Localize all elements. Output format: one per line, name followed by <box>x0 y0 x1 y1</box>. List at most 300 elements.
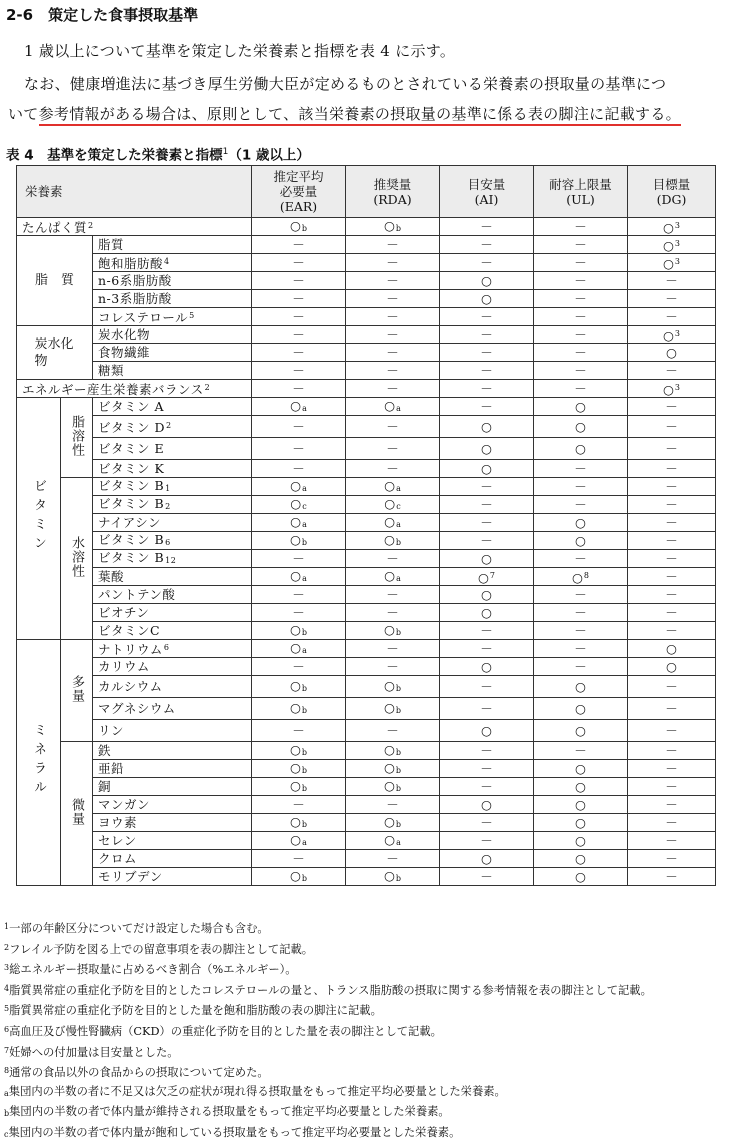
cell-ul <box>534 586 628 604</box>
cell-rda <box>346 778 440 796</box>
indicator-mark: － <box>386 291 399 306</box>
cell-ai <box>440 478 534 496</box>
indicator-mark: － <box>574 381 587 396</box>
indicator-subscript: a <box>302 573 307 583</box>
cell-ai <box>440 326 534 344</box>
footnote-mark: 8 <box>4 1066 10 1076</box>
indicator-mark: ○ <box>290 831 302 847</box>
cell-dg <box>628 676 716 698</box>
cell-rda <box>346 568 440 586</box>
indicator-subscript: a <box>302 403 307 413</box>
indicator-mark: ○ <box>384 567 396 583</box>
indicator-mark: － <box>292 797 305 812</box>
nutrient-name: パントテン酸 <box>93 586 252 604</box>
cell-ul <box>534 568 628 586</box>
cell-ai <box>440 814 534 832</box>
indicator-mark: ○ <box>662 382 674 397</box>
cell-ear <box>252 380 346 398</box>
indicator-subscript: b <box>395 223 402 233</box>
cell-dg <box>628 796 716 814</box>
cell-ear <box>252 814 346 832</box>
indicator-mark: ○ <box>384 397 396 413</box>
cell-rda <box>346 478 440 496</box>
nutrient-name: n-3系脂肪酸 <box>93 290 252 308</box>
footnote-text: 一部の年齢区分についてだけ設定した場合も含む。 <box>9 922 269 935</box>
nutrient-name: ビタミンC <box>93 622 252 640</box>
cell-ai <box>440 362 534 380</box>
table-row <box>17 326 716 344</box>
indicator-mark: － <box>665 533 678 548</box>
indicator-mark: ○ <box>481 587 492 602</box>
cell-ai <box>440 640 534 658</box>
nutrient-name: ビオチン <box>93 604 252 622</box>
indicator-mark: ○ <box>289 759 301 775</box>
cell-ai <box>440 778 534 796</box>
indicator-subscript: a <box>302 837 307 847</box>
table-row <box>17 640 716 658</box>
indicator-mark: ○ <box>481 605 492 620</box>
cell-dg <box>628 720 716 742</box>
indicator-subscript: a <box>302 519 307 529</box>
indicator-mark: － <box>574 605 587 620</box>
table-row <box>17 720 716 742</box>
cell-rda <box>346 362 440 380</box>
indicator-mark: ○ <box>290 477 302 493</box>
cell-ai <box>440 832 534 850</box>
indicator-mark: － <box>480 869 493 884</box>
indicator-mark: － <box>292 851 305 866</box>
indicator-subscript: a <box>396 403 401 413</box>
indicator-mark: ○ <box>575 797 586 812</box>
cell-dg <box>628 550 716 568</box>
header-ai: 目安量 (AI) <box>440 166 534 218</box>
indicator-mark: ○ <box>481 461 492 476</box>
nutrient-name: ビタミン B6 <box>93 532 252 550</box>
indicator-mark: ○ <box>481 291 492 306</box>
indicator-superscript: 3 <box>674 221 680 230</box>
footnote-text: 妊婦への付加量は目安量とした。 <box>9 1045 179 1059</box>
indicator-mark: － <box>292 587 305 602</box>
nutrient-name: ナトリウム$^6$ <box>93 640 252 658</box>
footnote <box>4 1062 744 1083</box>
indicator-mark: ○ <box>289 677 301 693</box>
indicator-mark: － <box>665 363 678 378</box>
table-row <box>17 568 716 586</box>
indicator-mark: － <box>665 779 678 794</box>
cell-ul <box>534 760 628 778</box>
indicator-subscript: b <box>301 537 308 547</box>
indicator-mark: － <box>574 309 587 324</box>
section-heading <box>6 4 198 26</box>
indicator-mark: － <box>665 761 678 776</box>
table-row <box>17 658 716 676</box>
paragraph-2-plain: いて <box>8 105 39 123</box>
indicator-subscript: b <box>395 783 402 793</box>
indicator-mark: ○ <box>481 797 492 812</box>
footnote-mark: 7 <box>4 1045 10 1055</box>
indicator-mark: － <box>480 623 493 638</box>
indicator-mark: ○ <box>662 238 674 253</box>
cell-ai <box>440 850 534 868</box>
nutrient-name: ビタミン A <box>93 398 252 416</box>
nutrient-name: ビタミン $D^2$ <box>93 416 252 438</box>
cell-ai <box>440 658 534 676</box>
indicator-mark: ○ <box>383 677 395 693</box>
indicator-mark: － <box>386 441 399 456</box>
cell-dg <box>628 760 716 778</box>
indicator-mark: ○ <box>384 513 396 529</box>
cell-ear <box>252 290 346 308</box>
cell-ul <box>534 326 628 344</box>
indicator-mark: ○ <box>662 256 674 271</box>
cell-ai <box>440 438 534 460</box>
cell-dg <box>628 236 716 254</box>
nutrient-name: クロム <box>93 850 252 868</box>
nutrient-name: 葉酸 <box>93 568 252 586</box>
table-row <box>17 460 716 478</box>
cell-dg <box>628 254 716 272</box>
indicator-mark: ○ <box>662 328 674 343</box>
nutrient-name: マンガン <box>93 796 252 814</box>
indicator-subscript: b <box>301 765 308 775</box>
indicator-mark: ○ <box>575 679 586 694</box>
table-row <box>17 236 716 254</box>
indicator-mark: ○ <box>383 699 395 715</box>
indicator-mark: － <box>665 679 678 694</box>
table-row <box>17 254 716 272</box>
footnote-mark: c <box>4 1129 9 1139</box>
footnote <box>4 959 744 980</box>
cell-ai <box>440 460 534 478</box>
indicator-superscript: 3 <box>674 329 680 338</box>
cell-dg <box>628 380 716 398</box>
indicator-mark: ○ <box>477 570 489 585</box>
indicator-mark: － <box>665 743 678 758</box>
indicator-mark: ○ <box>384 831 396 847</box>
footnote-mark: 1 <box>4 922 10 931</box>
indicator-mark: － <box>386 659 399 674</box>
footnote-mark: 4 <box>4 983 10 993</box>
cell-ear <box>252 796 346 814</box>
cell-ear <box>252 460 346 478</box>
indicator-mark: ○ <box>384 495 396 511</box>
cell-ai <box>440 218 534 236</box>
indicator-mark: － <box>480 701 493 716</box>
indicator-mark: － <box>480 515 493 530</box>
cell-dg <box>628 438 716 460</box>
cell-ai <box>440 796 534 814</box>
cell-rda <box>346 236 440 254</box>
cell-ai <box>440 622 534 640</box>
cell-ai <box>440 550 534 568</box>
indicator-mark: － <box>665 605 678 620</box>
cell-ear <box>252 218 346 236</box>
indicator-mark: － <box>386 309 399 324</box>
cell-ai <box>440 380 534 398</box>
cell-ai <box>440 236 534 254</box>
indicator-mark: － <box>665 291 678 306</box>
table-row <box>17 676 716 698</box>
cell-rda <box>346 380 440 398</box>
indicator-mark: － <box>480 381 493 396</box>
cell-ai <box>440 720 534 742</box>
indicator-mark: － <box>292 309 305 324</box>
indicator-mark: － <box>480 479 493 494</box>
indicator-mark: － <box>480 641 493 656</box>
indicator-mark: ○ <box>289 741 301 757</box>
indicator-subscript: a <box>396 519 401 529</box>
indicator-mark: － <box>480 743 493 758</box>
footnote-mark: 6 <box>4 1024 10 1034</box>
indicator-mark: － <box>574 273 587 288</box>
footnote-mark: 3 <box>4 963 10 973</box>
nutrient-name: カリウム <box>93 658 252 676</box>
cell-ear <box>252 658 346 676</box>
indicator-superscript: 7 <box>489 571 495 580</box>
footnote-text: 集団内の半数の者で体内量が維持される摂取量をもって推定平均必要量とした栄養素。 <box>9 1105 450 1119</box>
cell-rda <box>346 586 440 604</box>
indicator-mark: － <box>386 345 399 360</box>
indicator-mark: － <box>292 237 305 252</box>
indicator-mark: － <box>292 659 305 674</box>
indicator-mark: ○ <box>289 531 301 547</box>
cell-dg <box>628 398 716 416</box>
footnote-text: 高血圧及び慢性腎臓病（CKD）の重症化予防を目的とした量を表の脚注として記載。 <box>9 1024 442 1038</box>
indicator-subscript: a <box>396 483 401 493</box>
cell-ear <box>252 720 346 742</box>
indicator-mark: － <box>292 605 305 620</box>
indicator-mark: ○ <box>383 217 395 233</box>
cell-dg <box>628 326 716 344</box>
indicator-mark: ○ <box>383 531 395 547</box>
indicator-mark: － <box>292 381 305 396</box>
cell-rda <box>346 676 440 698</box>
footnote <box>4 1000 744 1021</box>
indicator-mark: ○ <box>383 813 395 829</box>
footnote-text: 脂質異常症の重症化予防を目的としたコレステロールの量と、トランス脂肪酸の摂取に関する参考情報を表の脚注として記載。 <box>9 983 652 997</box>
cell-dg <box>628 460 716 478</box>
nutrient-name: ビタミン B12 <box>93 550 252 568</box>
indicator-mark: － <box>480 255 493 270</box>
indicator-mark: － <box>665 869 678 884</box>
cell-ear <box>252 550 346 568</box>
nutrient-name: マグネシウム <box>93 698 252 720</box>
cell-dg <box>628 698 716 720</box>
table-row <box>17 380 716 398</box>
indicator-mark: ○ <box>289 699 301 715</box>
indicator-mark: － <box>574 479 587 494</box>
cell-rda <box>346 326 440 344</box>
cell-dg <box>628 532 716 550</box>
cell-ul <box>534 344 628 362</box>
nutrient-name: 食物繊維 <box>93 344 252 362</box>
indicator-subscript: c <box>396 501 401 511</box>
indicator-mark: － <box>574 291 587 306</box>
indicator-mark: － <box>386 641 399 656</box>
cell-ai <box>440 272 534 290</box>
indicator-subscript: b <box>395 765 402 775</box>
indicator-mark: － <box>386 255 399 270</box>
cell-rda <box>346 742 440 760</box>
cell-ai <box>440 514 534 532</box>
indicator-mark: － <box>574 345 587 360</box>
footnote-mark: b <box>4 1109 10 1119</box>
cell-ul <box>534 272 628 290</box>
footnote-mark: 5 <box>4 1004 10 1014</box>
nutrient-name: ナイアシン <box>93 514 252 532</box>
indicator-mark: ○ <box>481 551 492 566</box>
cell-dg <box>628 832 716 850</box>
cell-dg <box>628 568 716 586</box>
indicator-mark: － <box>292 551 305 566</box>
footnote <box>4 1083 744 1104</box>
indicator-mark: － <box>386 237 399 252</box>
indicator-subscript: b <box>301 819 308 829</box>
indicator-mark: － <box>574 743 587 758</box>
cell-dg <box>628 640 716 658</box>
nutrient-name: 炭水化物 <box>93 326 252 344</box>
cell-ear <box>252 496 346 514</box>
cell-ear <box>252 622 346 640</box>
footnote-mark: a <box>4 1088 9 1098</box>
cell-rda <box>346 290 440 308</box>
cell-ear <box>252 532 346 550</box>
nutrient-name: モリブデン <box>93 868 252 886</box>
indicator-mark: ○ <box>289 621 301 637</box>
table-row <box>17 218 716 236</box>
indicator-mark: － <box>292 273 305 288</box>
cell-ear <box>252 586 346 604</box>
table-row <box>17 550 716 568</box>
paragraph-1: 1 歳以上について基準を策定した栄養素と指標を表 4 に示す。 <box>24 42 456 60</box>
indicator-mark: － <box>574 587 587 602</box>
cell-ul <box>534 290 628 308</box>
indicator-mark: － <box>665 623 678 638</box>
cell-ul <box>534 640 628 658</box>
cell-dg <box>628 416 716 438</box>
cell-dg <box>628 362 716 380</box>
indicator-superscript: 8 <box>583 571 589 580</box>
indicator-mark: － <box>292 419 305 434</box>
indicator-mark: ○ <box>666 659 677 674</box>
cell-ai <box>440 698 534 720</box>
indicator-mark: － <box>574 551 587 566</box>
indicator-mark: － <box>480 237 493 252</box>
cell-rda <box>346 698 440 720</box>
indicator-superscript: 3 <box>674 383 680 392</box>
indicator-mark: ○ <box>481 273 492 288</box>
cell-rda <box>346 760 440 778</box>
cell-ear <box>252 236 346 254</box>
indicator-subscript: b <box>301 747 308 757</box>
indicator-mark: － <box>386 363 399 378</box>
cell-ear <box>252 640 346 658</box>
table-row <box>17 514 716 532</box>
cell-rda <box>346 832 440 850</box>
nutrient-name: セレン <box>93 832 252 850</box>
cell-ul <box>534 698 628 720</box>
cell-rda <box>346 720 440 742</box>
cell-ul <box>534 478 628 496</box>
cell-ul <box>534 604 628 622</box>
cell-ear <box>252 326 346 344</box>
nutrient-name: エネルギー産生栄養素バランス$^2$ <box>17 380 252 398</box>
cell-ul <box>534 218 628 236</box>
indicator-subscript: b <box>301 627 308 637</box>
indicator-mark: ○ <box>289 867 301 883</box>
cell-dg <box>628 514 716 532</box>
cell-ear <box>252 362 346 380</box>
table-row <box>17 272 716 290</box>
table-row <box>17 586 716 604</box>
indicator-mark: ○ <box>383 759 395 775</box>
indicator-mark: － <box>480 363 493 378</box>
section-title: 策定した食事摂取基準 <box>48 6 199 24</box>
indicator-subscript: b <box>395 819 402 829</box>
indicator-mark: － <box>665 515 678 530</box>
indicator-mark: － <box>574 255 587 270</box>
indicator-mark: － <box>574 659 587 674</box>
cell-rda <box>346 640 440 658</box>
cell-ear <box>252 478 346 496</box>
indicator-mark: － <box>665 461 678 476</box>
footnote-text: 集団内の半数の者で体内量が飽和している摂取量をもって推定平均必要量とした栄養素。 <box>8 1125 461 1139</box>
nutrient-name: ヨウ素 <box>93 814 252 832</box>
indicator-mark: － <box>574 641 587 656</box>
cell-ai <box>440 760 534 778</box>
table-row <box>17 478 716 496</box>
table-row <box>17 344 716 362</box>
indicator-mark: ○ <box>290 495 302 511</box>
nutrient-name: リン <box>93 720 252 742</box>
indicator-subscript: b <box>395 873 402 883</box>
nutrient-name: 糖類 <box>93 362 252 380</box>
indicator-mark: － <box>386 723 399 738</box>
indicator-mark: － <box>292 723 305 738</box>
group-fat-soluble: 脂溶性 <box>61 398 93 478</box>
table-row <box>17 850 716 868</box>
cell-dg <box>628 290 716 308</box>
indicator-mark: ○ <box>575 833 586 848</box>
indicator-mark: ○ <box>481 441 492 456</box>
indicator-mark: － <box>292 461 305 476</box>
cell-dg <box>628 850 716 868</box>
cell-rda <box>346 604 440 622</box>
cell-dg <box>628 586 716 604</box>
header-dg: 目標量 (DG) <box>628 166 716 218</box>
cell-ul <box>534 496 628 514</box>
table-title-suffix: （1 歳以上） <box>228 147 310 164</box>
cell-ear <box>252 676 346 698</box>
cell-ear <box>252 742 346 760</box>
indicator-mark: ○ <box>383 867 395 883</box>
indicator-mark: － <box>574 497 587 512</box>
indicator-mark: ○ <box>384 477 396 493</box>
group-lipid: 脂 質 <box>17 236 93 326</box>
indicator-mark: － <box>480 345 493 360</box>
nutrient-name: n-6系脂肪酸 <box>93 272 252 290</box>
indicator-mark: ○ <box>575 869 586 884</box>
cell-ul <box>534 514 628 532</box>
indicator-mark: ○ <box>383 777 395 793</box>
table-row <box>17 698 716 720</box>
footnote <box>4 918 744 939</box>
cell-ai <box>440 496 534 514</box>
indicator-mark: － <box>665 479 678 494</box>
footnote-text: フレイル予防を図る上での留意事項を表の脚注として記載。 <box>9 942 314 956</box>
cell-ul <box>534 438 628 460</box>
indicator-mark: － <box>480 815 493 830</box>
